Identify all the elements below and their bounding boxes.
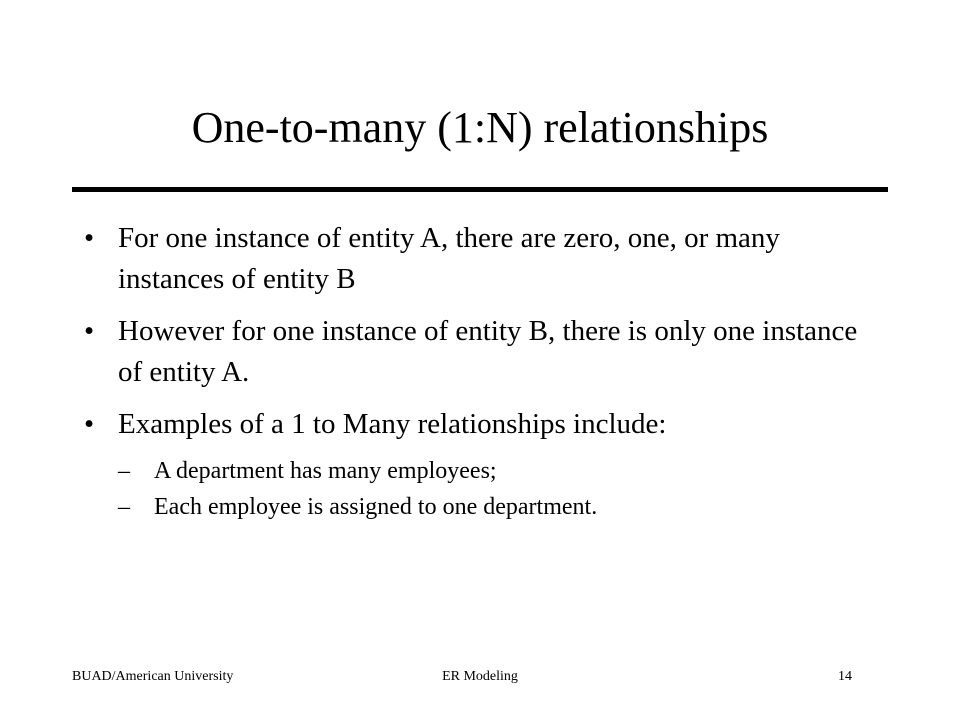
sub-bullet-item: [118, 489, 882, 525]
bullet-text: Examples of a 1 to Many relationships include:: [118, 408, 667, 440]
bullet-list: [82, 218, 882, 536]
bullet-marker: •: [84, 315, 95, 347]
sub-bullet-item: [118, 453, 882, 489]
bullet-text: For one instance of entity A, there are zero, one, or many instances of entity B: [118, 222, 780, 295]
sub-bullet-marker: –: [118, 494, 130, 520]
sub-bullet-list: [118, 453, 882, 525]
sub-bullet-text: A department has many employees;: [154, 458, 497, 484]
title-divider: [72, 187, 888, 192]
bullet-item: [82, 218, 882, 300]
sub-bullet-marker: –: [118, 458, 130, 484]
bullet-item: [82, 311, 882, 393]
footer-organization: BUAD/American University: [72, 669, 234, 684]
bullet-marker: •: [84, 222, 95, 254]
sub-bullet-text: Each employee is assigned to one department.: [154, 494, 598, 520]
bullet-item: [82, 404, 882, 525]
page-number: 14: [838, 669, 852, 684]
footer-topic: ER Modeling: [442, 669, 518, 684]
bullet-text: However for one instance of entity B, there is only one instance of entity A.: [118, 315, 858, 388]
slide-title: One-to-many (1:N) relationships: [191, 103, 769, 152]
bullet-marker: •: [84, 408, 95, 440]
